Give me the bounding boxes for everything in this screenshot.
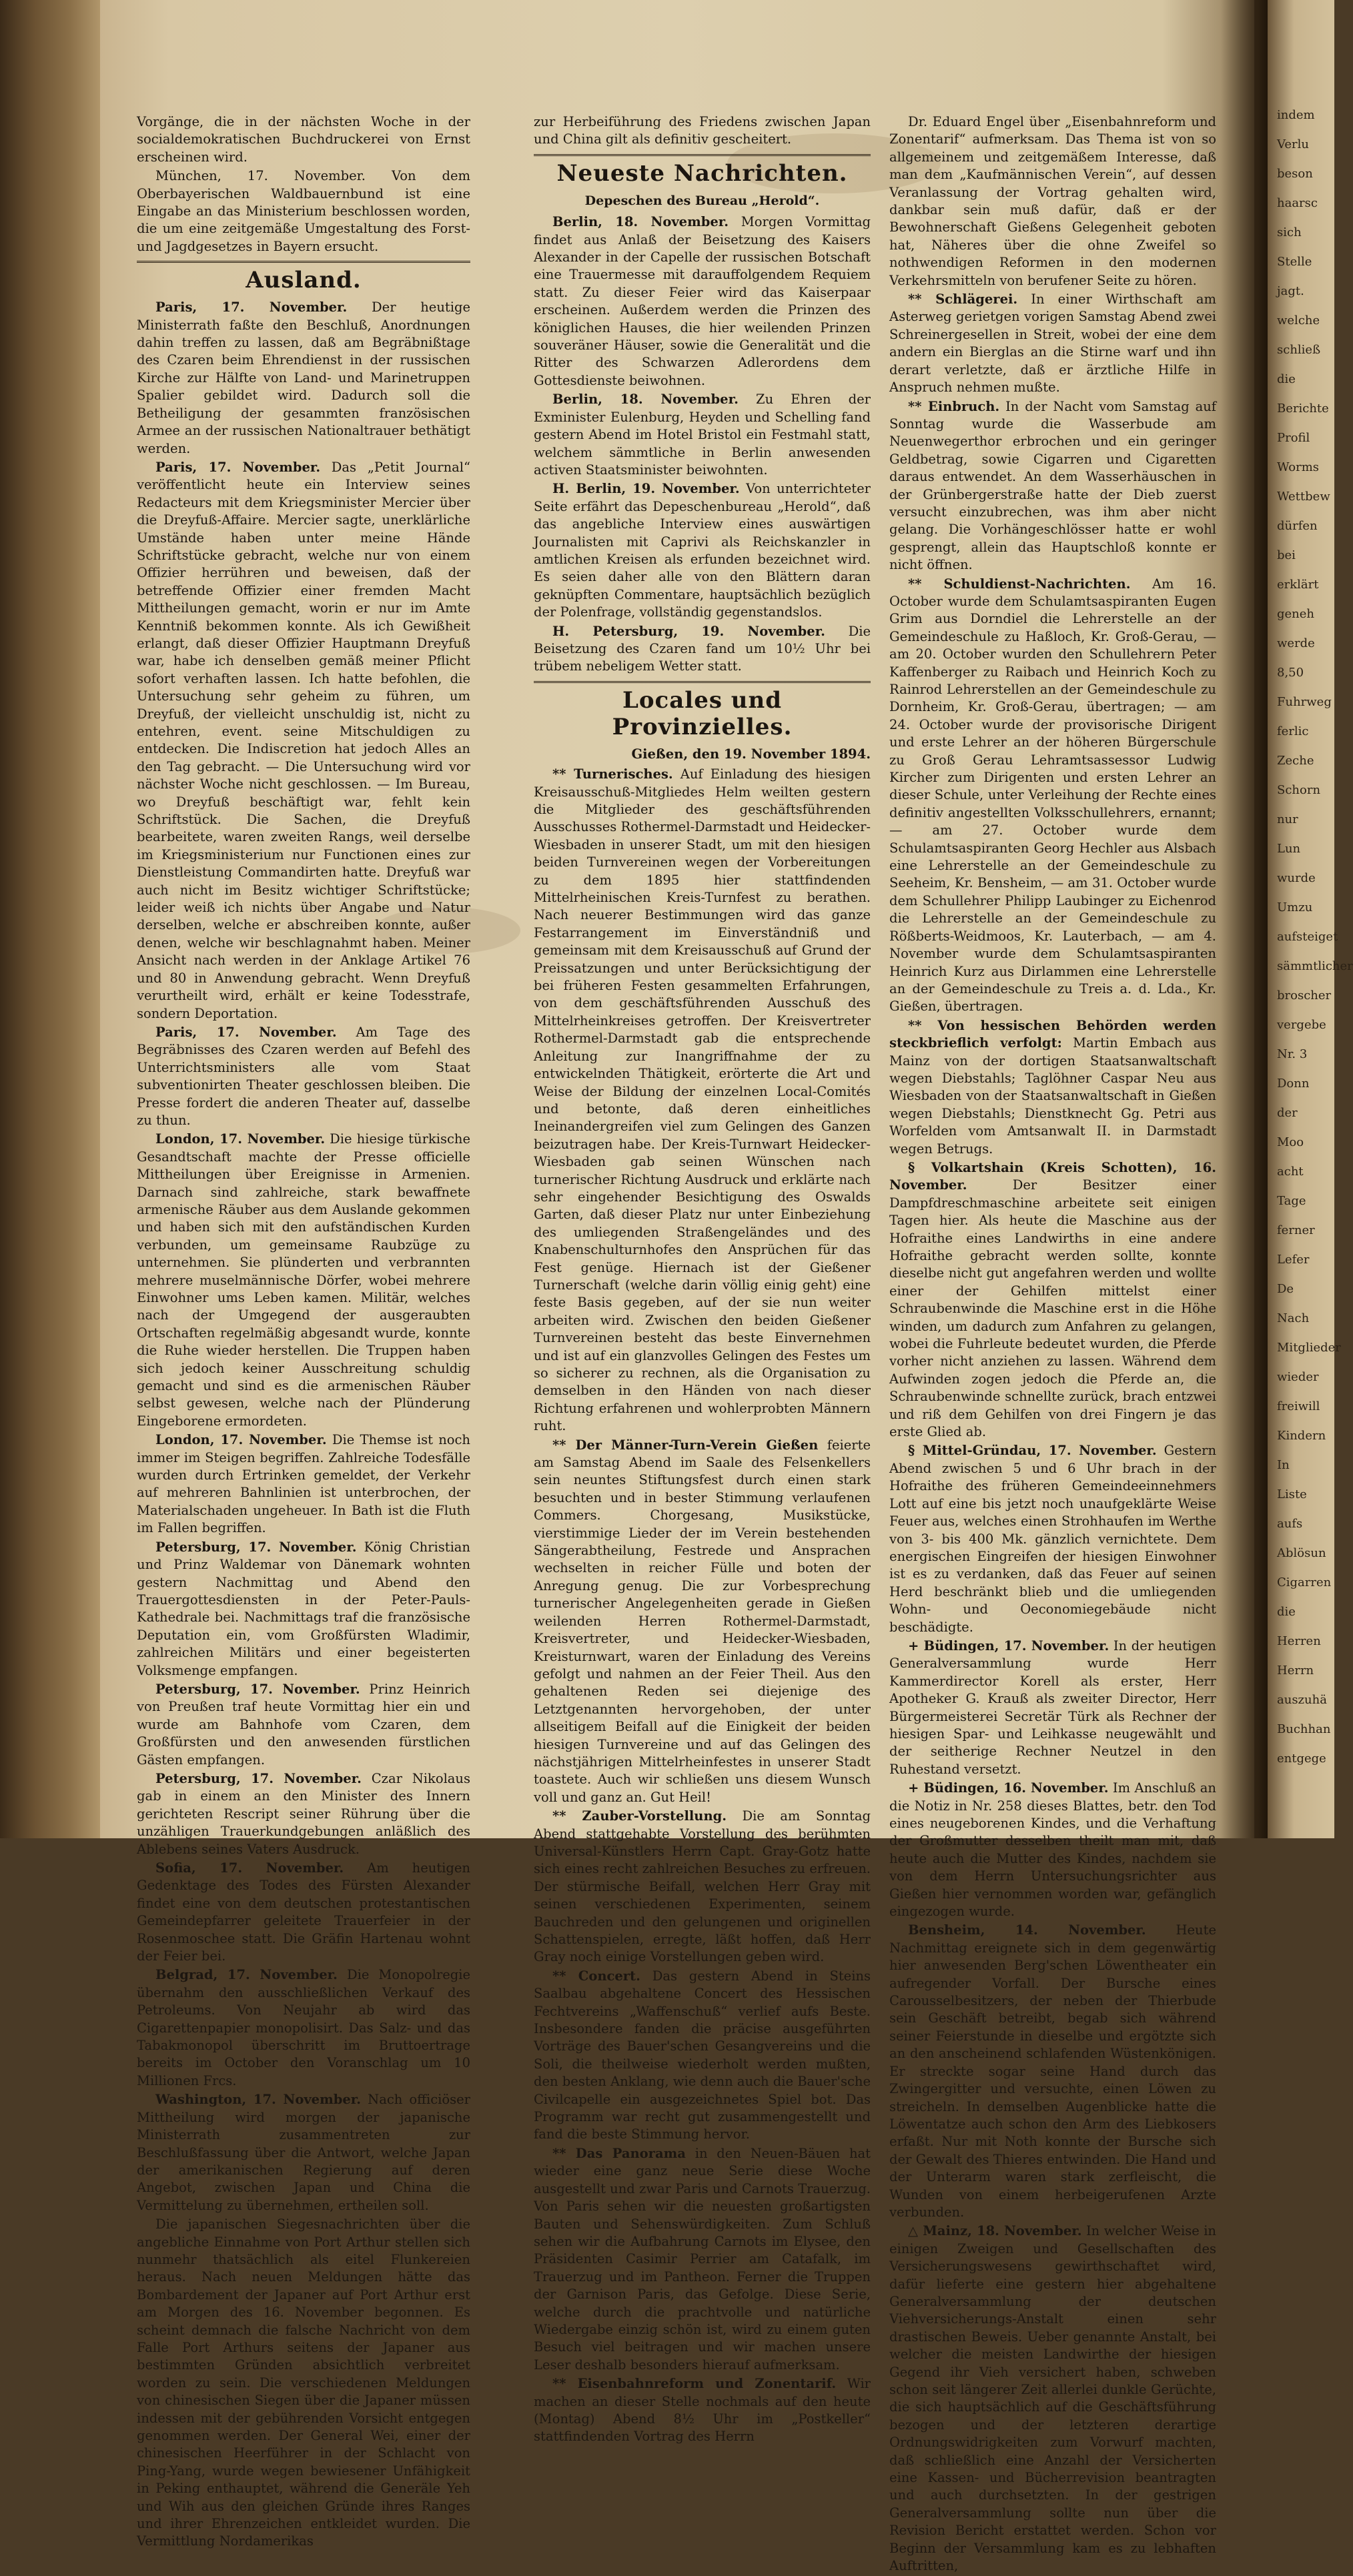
article-dateline: H. Berlin, 19. November. bbox=[552, 481, 740, 497]
section-rule bbox=[137, 261, 470, 263]
article-paragraph bbox=[137, 2216, 470, 2551]
next-page-fragment: Liste bbox=[1277, 1487, 1307, 1501]
article-paragraph bbox=[534, 1808, 871, 1966]
article-text: Dr. Eduard Engel über „Eisenbahnreform und Zonentarif“ aufmerksam. Das Thema ist von so allgemeinem und zeitgemäßem Interesse, daß man dem „Kaufmännischen Verein“, auf dessen Veranlassung der Vortrag gehalten wird, dankbar sein muß dafür, daß er der Bewohnerschaft Gießens Gelegenheit geboten hat, Näheres über die ohne Zweifel so nothwendigen Reformen in den modernen Verkehrsmitteln von berufener Seite zu hören. bbox=[889, 114, 1216, 288]
article-text: feierte am Samstag Abend im Saale des Felsenkellers sein neuntes Stiftungsfest durch einen stark besuchten und in bester Stimmung verlaufenen Commers. Chorgesang, Musikstücke, vierstimmige Lieder der im Verein bestehenden Sängerabtheilung, Festrede und Ansprachen wechselten in reicher Fülle und boten der Anregung genug. Die zur Vorbesprechung turnerischer Angelegenheiten gerade in Gießen weilenden Herren Rothermel-Darmstadt, Kreisvertreter, und Heidecker-Wiesbaden, Kreisturnwart, waren der Einladung des Vereins gefolgt und nahmen an der Feier Theil. Aus den gehaltenen Reden sei diejenige des Letztgenannten hervorgehoben, der unter allseitigem Beifall auf die Einigkeit der beiden hiesigen Turnvereine und auf das Gelingen des nächstjährigen Mittelrheinfestes in unserer Stadt toastete. Auch wir schließen uns diesem Wunsch voll und ganz an. Gut Heil! bbox=[534, 1437, 871, 1805]
article-dateline: H. Petersburg, 19. November. bbox=[552, 623, 825, 639]
article-dateline: Bensheim, 14. November. bbox=[908, 1922, 1146, 1938]
next-page-fragment: aufs bbox=[1277, 1517, 1303, 1531]
article-paragraph bbox=[889, 1638, 1216, 1778]
article-text: Gestern Abend zwischen 5 und 6 Uhr brach in der Hofraithe des früheren Gemeindeeinnehmers Lott auf eine bis jetzt noch unaufgeklärte Weise Feuer aus, welches einen Strohhaufen im Werthe von 3- bis 400 Mk. gänzlich vernichtete. Dem energischen Eingreifen der hiesigen Einwohner ist es zu verdanken, daß das Feuer auf seinen Herd beschränkt blieb und die umliegenden Wohn- und Oeconomiegebäude nicht beschädigte. bbox=[889, 1443, 1217, 1635]
next-page-fragment: Nr. 3 bbox=[1277, 1047, 1308, 1061]
article-text: Das gestern Abend in Steins Saalbau abgehaltene Concert des Hessischen Fechtvereins „Waffenschuß“ verlief aufs Beste. Insbesondere fanden die präcise ausgeführten Vorträge des Bauer'schen Gesangvereins und die Soli, die theilweise wiederholt werden mußten, den besten Anklang, wie denn auch die Bauer'sche Civilcapelle ein ausgezeichnetes Spiel bot. Das Programm war recht gut zusammengestellt und fand die beste Stimmung hervor. bbox=[534, 1968, 871, 2142]
article-text: Die Beisetzung des Czaren fand um 10½ Uhr bei trübem nebeligem Wetter statt. bbox=[534, 623, 871, 674]
article-dateline: + Büdingen, 16. November. bbox=[908, 1780, 1109, 1796]
article-dateline: ** Der Männer-Turn-Verein Gießen bbox=[552, 1437, 819, 1453]
article-paragraph bbox=[534, 213, 871, 390]
article-text: Auf Einladung des hiesigen Kreisausschuß-Mitgliedes Helm weilten gestern die Mitglieder des geschäftsführenden Ausschusses Rothermel-Darmstadt und Heidecker-Wiesbaden in unserer Stadt, um mit den hiesigen beiden Turnvereinen wegen der Vorbereitungen zu dem 1895 hier stattfindenden Mittelrheinischen Kreis-Turnfest zu berathen. Nach neuerer Bestimmungen wird das ganze Festarrangement im Einverständniß und gemeinsam mit dem Kreisausschuß auf Grund der Preissatzungen und unter Berücksichtigung der bei früheren Festen gesammelten Erfahrungen, von dem geschäftsführenden Ausschuß des Mittelrheinkreises getroffen. Der Kreisvertreter Rothermel-Darmstadt gab die entsprechende Anleitung zur Inangriffnahme der zu entwickelnden Thätigkeit, erörterte die Art und Weise der Bildung der einzelnen Local-Comités und betonte, daß deren einheitliches Ineinandergreifen viel zum Gelingen des Ganzen beizutragen habe. Der Kreis-Turnwart Heidecker-Wiesbaden gab seinen Wünschen nach turnerischer Richtung Ausdruck und erklärte nach sehr eingehender Besichtigung des Oswalds Garten, daß dieser Platz nur unter Einbeziehung des umliegenden Straßengeländes und des Knabenschulturnhofes den Ansprüchen für das Fest genüge. Hiernach ist der Gießener Turnerschaft (welche darin völlig einig geht) eine feste Basis gegeben, auf der sie nun weiter arbeiten wird. Zwischen den beiden Gießener Turnvereinen besteht das beste Einvernehmen und ist auf ein glanzvolles Gelingen des Festes um so sicherer zu rechnen, als die Organisation zu demselben in den Händen von nach dieser Richtung erfahrenen und wohlerprobten Männern ruht. bbox=[534, 766, 871, 1434]
article-dateline: ** Von hessischen Behörden werden steckbrieflich verfolgt: bbox=[889, 1017, 1216, 1051]
article-paragraph bbox=[534, 766, 871, 1435]
article-text: In welcher Weise in einigen Zweigen und Gesellschaften des Versicherungswesens gewirthschaftet wird, dafür lieferte eine gestern hier abgehaltene Generalversammlung der deutschen Viehversicherungs-Anstalt einen sehr drastischen Beweis. Ueber genannte Anstalt, bei welcher die meisten Landwirthe der hiesigen Gegend ihr Vieh versichert haben, schweben schon seit längerer Zeit allerlei dunkle Gerüchte, die sich hauptsächlich auf die Geschäftsführung bezogen und der letzteren derartige Ordnungswidrigkeiten zum Vorwurf machten, daß schließlich eine Anzahl der Versicherten eine Kassen- und Bücherrevision beantragten und auch durchsetzten. In der gestrigen Generalversammlung sollte nun über die Revision Bericht erstattet werden. Schon vor Beginn der Versammlung kam es zu lebhaften Auftritten, bbox=[889, 2223, 1216, 2574]
article-dateline: ** Schlägerei. bbox=[908, 291, 1018, 307]
local-articles bbox=[534, 766, 871, 2446]
article-text: Die japanischen Siegesnachrichten über die angebliche Einnahme von Port Arthur stellen sich nunmehr thatsächlich als eitel Flunkereien heraus. Nach neuen Meldungen hätte das Bombardement der Japaner auf Port Arthur erst am Morgen des 16. November begonnen. Es scheint demnach die falsche Nachricht von dem Falle Port Arthurs seitens der Japaner aus bestimmten Gründen absichtlich verbreitet worden zu sein. Die verschiedenen Meldungen von chinesischen Siegen über die Japaner müssen indessen mit der gebührenden Vorsicht entgegen genommen werden. Der General Wei, einer der chinesischen Heerführer in der Schlacht von Ping-Yang, wurde wegen bewiesener Unfähigkeit in Peking enthauptet, während die Generäle Yeh und Wih aus den gleichen Gründe ihres Ranges und ihrer Ehrenzeichen entkleidet wurden. Die Vermittlung Nordamerikas bbox=[137, 2216, 470, 2549]
intro-paragraph: München, 17. November. Von dem Oberbayerischen Waldbauernbund ist eine Eingabe an das Ministerium beschlossen worden, die um eine zeitgemäße Umgestaltung des Forst- und Jagdgesetzes in Bayern ersucht. bbox=[137, 168, 470, 254]
article-paragraph bbox=[137, 459, 470, 1023]
article-paragraph bbox=[534, 1968, 871, 2144]
article-paragraph bbox=[889, 576, 1216, 1016]
article-paragraph bbox=[137, 1860, 470, 1965]
next-page-fragment: Nach bbox=[1277, 1311, 1310, 1325]
next-page-fragment: auszuhä bbox=[1277, 1693, 1327, 1707]
next-page-fragment: sämmtlicher bbox=[1277, 959, 1353, 973]
next-page-fragment: Donn bbox=[1277, 1077, 1310, 1091]
next-page-fragment: Wettbew bbox=[1277, 490, 1330, 504]
next-page-fragment: Berichte bbox=[1277, 402, 1329, 416]
next-page-fragment: Ablösun bbox=[1277, 1546, 1326, 1560]
next-page-fragment: broscher bbox=[1277, 989, 1332, 1003]
column-left bbox=[137, 113, 470, 2552]
next-page-fragment: bei bbox=[1277, 548, 1296, 562]
next-page-fragment: Lefer bbox=[1277, 1253, 1310, 1267]
article-dateline: Washington, 17. November. bbox=[155, 2092, 362, 2108]
column-right bbox=[889, 113, 1216, 2576]
article-text: Der Besitzer einer Dampfdreschmaschine arbeitete seit einigen Tagen hier. Als heute die Maschine aus der Hofraithe eines Landwirths in eine andere Hofraithe gebracht werden sollte, konnte dieselbe nicht gut angefahren werden und wollte einer der Gehilfen mittelst einer Schraubenwinde die Maschine erst in die Höhe winden, um dadurch zum Anfahren zu gelangen, wobei die Fuhrleute bedeutet wurden, die Pferde vorher nicht anziehen zu lassen. Während dem Aufwinden zogen jedoch die Pferde an, die Schraubenwinde schnellte zurück, brach entzwei und riß dem Gehilfen von drei Fingern je das erste Glied ab. bbox=[889, 1177, 1216, 1440]
next-page-fragment: Verlu bbox=[1277, 137, 1309, 151]
page-gutter bbox=[1221, 0, 1268, 1838]
next-page-fragment: welche bbox=[1277, 313, 1320, 328]
next-page-fragment: Worms bbox=[1277, 460, 1320, 474]
ausland-articles bbox=[137, 299, 470, 2551]
next-page-fragment: Tage bbox=[1277, 1194, 1306, 1208]
next-page-fragment: nur bbox=[1277, 812, 1298, 826]
next-page-fragment: geneh bbox=[1277, 607, 1315, 621]
next-page-fragment: aufsteiget bbox=[1277, 930, 1338, 944]
next-page-fragment: Fuhrweg bbox=[1277, 695, 1332, 709]
next-page-fragment: jagt. bbox=[1277, 284, 1304, 298]
article-paragraph bbox=[889, 1922, 1216, 2221]
article-text: König Christian und Prinz Waldemar von Dänemark wohnten gestern Nachmittag und Abend den Trauergottesdiensten in der Peter-Pauls-Kathedrale bei. Nachmittags traf die französische Deputation ein, vom Großfürsten Wladimir, zahlreichen Militärs und einer begeisterten Volksmenge empfangen. bbox=[137, 1539, 470, 1678]
article-paragraph bbox=[137, 1431, 470, 1537]
next-page-fragment: Lun bbox=[1277, 842, 1301, 856]
local-articles-continued bbox=[889, 113, 1216, 2575]
next-page-fragment: Zeche bbox=[1277, 754, 1314, 768]
article-text: Wir machen an dieser Stelle nochmals auf den heute (Montag) Abend 8½ Uhr im „Postkeller“ stattfindenden Vortrag des Herrn bbox=[534, 2376, 871, 2445]
article-dateline: Paris, 17. November. bbox=[155, 1024, 337, 1040]
next-page-fragment: freiwill bbox=[1277, 1399, 1320, 1413]
next-page-edge bbox=[1268, 0, 1353, 1838]
next-page-fragment: Kindern bbox=[1277, 1429, 1326, 1443]
article-paragraph bbox=[137, 2091, 470, 2214]
next-page-fragment: Herren bbox=[1277, 1634, 1321, 1648]
article-text: Am 16. October wurde dem Schulamtsaspiranten Eugen Grim aus Dorndiel die Lehrerstelle an der Gemeindeschule zu Haßloch, Kr. Groß-Gerau, — am 20. October wurden den Schullehrern Peter Kaffenberger zu Raibach und Heinrich Koch zu Rainrod Lehrerstellen an der Gemeindeschule zu Dornheim, Kr. Groß-Gerau, übertragen; — am 24. October wurde der provisorische Dirigent und erste Lehrer an der höheren Bürgerschule zu Groß Gerau Lehramtsassessor Ludwig Kircher zum Dirigenten und ersten Lehrer an dieser Schule, unter Verleihung der Rechte eines definitiv angestellten Volksschullehrers, ernannt; — am 27. October wurde dem Schulamtsaspiranten Georg Hechler aus Alsbach eine Lehrerstelle an der Gemeindeschule zu Seeheim, Kr. Bensheim, — am 31. October wurde dem Schullehrer Philipp Laubinger zu Eichenrod die Lehrerstelle an der Gemeindeschule zu Rößberts-Weidmoos, Kr. Lauterbach, — am 4. November wurde dem Schulamtsaspiranten Heinrich Kurz aus Dirlammen eine Lehrerstelle an der Gemeindeschule zu Treis a. d. Lda., Kr. Gießen, übertragen. bbox=[889, 576, 1217, 1015]
column-middle bbox=[534, 113, 871, 2447]
next-page-fragment: ferner bbox=[1277, 1223, 1315, 1237]
article-paragraph bbox=[889, 1017, 1216, 1158]
article-text: Die Monopolregie übernahm den ausschließlichen Verkauf des Petroleums. Von Neujahr ab wird das Cigarettenpapier monopolisirt. Das Salz- und das Tabakmonopol überschritt im Bruttoertrage bereits im October den Voranschlag um 10 Millionen Frcs. bbox=[137, 1967, 470, 2088]
article-paragraph bbox=[137, 1770, 470, 1858]
next-page-fragment: indem bbox=[1277, 108, 1315, 122]
section-rule bbox=[534, 154, 871, 156]
news-articles bbox=[534, 213, 871, 676]
next-page-fragment: Schorn bbox=[1277, 783, 1321, 797]
article-text: in den Neuen-Bäuen hat wieder eine ganz neue Serie diese Woche ausgestellt und zwar Paris und Carnots Trauerzug. Von Paris sehen wir die neuesten großartigsten Bauten und Sehenswürdigkeiten. Zum Schluß sehen wir die Aufbahrung Carnots im Elysee, den Präsidenten Casimir Perrier am Catafalk, im Trauerzug und im Pantheon. Ferner die Truppen der Garnison Paris, das Gefolge. Diese Serie, welche durch die prachtvolle und natürliche Wiedergabe einzig schön ist, wird zu einem guten Besuch viel beitragen und wir machen unsere Leser deshalb besonders hierauf aufmerksam. bbox=[534, 2145, 871, 2373]
article-paragraph bbox=[889, 113, 1216, 289]
next-page-fragment: Profil bbox=[1277, 431, 1310, 445]
next-page-fragment: ferlic bbox=[1277, 724, 1309, 738]
next-page-fragment: die bbox=[1277, 372, 1296, 386]
article-dateline: ** Concert. bbox=[552, 1968, 640, 1984]
article-dateline: Sofia, 17. November. bbox=[155, 1860, 344, 1876]
subheading-depeschen: Depeschen des Bureau „Herold“. bbox=[584, 193, 820, 208]
next-page-fragment: Herrn bbox=[1277, 1664, 1314, 1678]
article-dateline: Petersburg, 17. November. bbox=[155, 1539, 357, 1555]
next-page-fragment: haarsc bbox=[1277, 196, 1318, 210]
article-dateline: Berlin, 18. November. bbox=[552, 214, 729, 230]
next-page-fragment: sich bbox=[1277, 225, 1302, 239]
dateline: Gießen, den 19. November 1894. bbox=[631, 746, 871, 762]
article-paragraph bbox=[137, 1024, 470, 1129]
article-paragraph bbox=[534, 480, 871, 621]
article-text: Im Anschluß an die Notiz in Nr. 258 dieses Blattes, betr. den Tod eines neugeborenen Kindes, und die Verhaftung der Großmutter desselben theilt man mit, daß heute auch die Mutter des Kindes, nachdem sie von dem Herrn Untersuchungsrichter aus Gießen hier vernommen worden war, gefänglich eingezogen wurde. bbox=[889, 1780, 1216, 1920]
section-rule bbox=[534, 681, 871, 683]
next-page-fragment: Cigarren bbox=[1277, 1575, 1332, 1589]
article-dateline: Petersburg, 17. November. bbox=[155, 1770, 362, 1786]
article-paragraph bbox=[534, 623, 871, 676]
article-paragraph bbox=[889, 2222, 1216, 2575]
article-text: Das „Petit Journal“ veröffentlicht heute ein Interview seines Redacteurs mit dem Kriegsminister Mercier über die Dreyfuß-Affaire. Mercier sagte, unerklärliche Umstände haben unter meine Hände Schriftstücke gebracht, welche nur von einem Offizier herrühren und beweisen, daß der betreffende Offizier einer fremden Macht Mittheilungen gemacht, worin er nur im Amte Kenntniß bekommen konnte. Als ich Gewißheit erlangt, daß dieser Offizier Hauptmann Dreyfuß war, habe ich denselben gemäß meiner Pflicht sofort verhaften lassen. Ich hatte befohlen, die Untersuchung sehr geheim zu führen, um Dreyfuß, der vielleicht unschuldig ist, nicht zu entehren, event. seine Mitschuldigen zu entdecken. Die Indiscretion hat jedoch Alles an den Tag gebracht. — Die Untersuchung wird vor nächster Woche nicht geschlossen. — Im Bureau, wo Dreyfuß beschäftigt war, fehlt kein Schriftstück. Die Sachen, die Dreyfuß bearbeitete, waren zweiten Rangs, weil derselbe im Kriegsministerium nur Functionen eines zur Dienstleistung Commandirten hatte. Dreyfuß war auch nicht im Besitz wichtiger Schriftstücke; leider weiß ich nichts über Angabe und Natur derselben, welche er abschreiben konnte, außer denen, welche wir beschlagnahmt haben. Meiner Ansicht nach werden in der Anklage Artikel 76 und 80 in Anwendung gebracht. Wenn Dreyfuß verurtheilt wird, erhält er keine Todesstrafe, sondern Deportation. bbox=[137, 459, 470, 1021]
article-paragraph bbox=[889, 1442, 1216, 1636]
article-dateline: Paris, 17. November. bbox=[155, 459, 321, 475]
article-dateline: § Volkartshain (Kreis Schotten), 16. November. bbox=[889, 1159, 1216, 1193]
article-dateline: Paris, 17. November. bbox=[155, 299, 348, 315]
next-page-fragment: werde bbox=[1277, 636, 1315, 650]
article-text: Die hiesige türkische Gesandtschaft machte der Presse officielle Mittheilungen über Ereignisse in Armenien. Darnach sind zahlreiche, stark bewaffnete armenische Räuber aus dem Auslande gekommen und haben sich mit den aufständischen Kurden verbunden, um gemeinsame Raubzüge zu unternehmen. Sie plünderten und verbrannten mehrere muselmännische Dörfer, wobei mehrere Einwohner ums Leben kamen. Militär, welches nach der Umgegend der ausgeraubten Ortschaften regelmäßig abgesandt wurde, konnte die Ruhe wieder herstellen. Die Truppen haben sich jedoch keiner Ausschreitung schuldig gemacht und sind es die armenischen Räuber selbst gewesen, welche nach der Plünderung Eingeborene ermordeten. bbox=[137, 1131, 470, 1429]
article-text: Der heutige Ministerrath faßte den Beschluß, Anordnungen dahin treffen zu lassen, daß am Begräbnißtage des Czaren beim Ehrendienst in der russischen Kirche zur Hälfte von Land- und Marinetruppen Spalier gebildet wird. Dadurch soll die Betheiligung der gesammten französischen Armee an der russischen Nationaltrauer bethätigt werden. bbox=[137, 299, 471, 456]
article-dateline: London, 17. November. bbox=[155, 1432, 327, 1448]
section-heading-neueste-nachrichten: Neueste Nachrichten. bbox=[556, 159, 848, 187]
article-paragraph bbox=[137, 1681, 470, 1769]
article-text: Zu Ehren der Exminister Eulenburg, Heyden und Schelling fand gestern Abend im Hotel Bristol ein Festmahl statt, welchem sämmtliche in Berlin anwesenden activen Staatsminister beiwohnten. bbox=[534, 392, 871, 478]
article-paragraph bbox=[137, 1966, 470, 2090]
next-page-fragment: vergebe bbox=[1277, 1018, 1326, 1032]
next-page-fragment: Stelle bbox=[1277, 255, 1312, 269]
article-text: Die am Sonntag Abend stattgehabte Vorstellung des berühmten Universal-Künstlers Herrn Capt. Gray-Gotz hatte sich eines recht zahlreichen Besuches zu erfreuen. Der stürmische Beifall, welchen Herr Gray mit seinen verschiedenen Experimenten, seinem Bauchreden und den gelungenen und originellen Schattenspielen, erregte, läßt hoffen, daß Herr Gray noch einige Vorstellungen geben wird. bbox=[534, 1808, 871, 1965]
article-dateline: § Mittel-Gründau, 17. November. bbox=[908, 1443, 1157, 1459]
article-text: In einer Wirthschaft am Asterweg gerietgen vorigen Samstag Abend zwei Schreinergesellen in Streit, wobei der eine dem andern ein Bierglas an die Stirne warf und ihn derart verletzte, daß er ärztliche Hilfe in Anspruch nehmen mußte. bbox=[889, 291, 1216, 396]
article-dateline: + Büdingen, 17. November. bbox=[908, 1638, 1109, 1654]
next-page-fragment: Buchhan bbox=[1277, 1722, 1331, 1736]
article-paragraph bbox=[889, 291, 1216, 396]
article-dateline: ** Turnerisches. bbox=[552, 766, 673, 782]
article-dateline: Petersburg, 17. November. bbox=[155, 1681, 360, 1697]
next-page-fragment: die bbox=[1277, 1605, 1296, 1619]
article-text: Die Themse ist noch immer im Steigen begriffen. Zahlreiche Todesfälle wurden durch Ertrinken gemeldet, der Verkehr auf mehreren Bahnlinien ist unterbrochen, der Materialschaden ungeheuer. In Bath ist die Fluth im Fallen begriffen. bbox=[137, 1432, 470, 1536]
article-dateline: Berlin, 18. November. bbox=[552, 392, 739, 408]
next-page-fragment: erklärt bbox=[1277, 578, 1319, 592]
article-text: In der Nacht vom Samstag auf Sonntag wurde die Wasserbude am Neuenwegerthor erbrochen und ein geringer Geldbetrag, sowie Cigarren und Cigaretten daraus entwendet. An dem Wasserhäuschen in der Grünbergerstraße hatte der Dieb zuerst versucht einzubrechen, was ihm aber nicht gelang. Die Vorhängeschlösser hatte er wohl gesprengt, allein das Hauptschloß konnte er nicht öffnen. bbox=[889, 398, 1217, 573]
article-text: In der heutigen Generalversammlung wurde Herr Kammerdirector Korell als erster, Herr Apotheker G. Krauß als zweiter Director, Herr Bürgermeisterei Secretär Türk als Rechner der hiesigen Spar- und Leihkasse neugewählt und der seitherige Rechner Neutzel in den Ruhestand versetzt. bbox=[889, 1638, 1216, 1777]
next-page-fragment: der bbox=[1277, 1106, 1298, 1120]
next-page-fragment: In bbox=[1277, 1458, 1290, 1472]
article-dateline: ** Zauber-Vorstellung. bbox=[552, 1808, 727, 1824]
article-dateline: ** Schuldienst-Nachrichten. bbox=[908, 576, 1131, 592]
next-page-fragment: beson bbox=[1277, 167, 1313, 181]
article-text: Am heutigen Gedenktage des Todes des Fürsten Alexander findet eine von dem deutschen protestantischen Gemeindepfarrer geleitete Trauerfeier in der Rosenmoschee statt. Die Gräfin Hartenau wohnt der Feier bei. bbox=[137, 1860, 470, 1964]
article-text: Nach officiöser Mittheilung wird morgen der japanische Ministerrath zusammentreten zur Beschlußfassung über die Antwort, welche Japan der amerikanischen Regierung auf deren Angebot, zwischen Japan und China die Vermittelung zu übernehmen, ertheilen soll. bbox=[137, 2092, 471, 2213]
article-dateline: ** Das Panorama bbox=[552, 2145, 686, 2161]
article-paragraph bbox=[534, 2145, 871, 2374]
next-page-fragment: wurde bbox=[1277, 871, 1316, 885]
article-text: Morgen Vormittag findet aus Anlaß der Beisetzung des Kaisers Alexander in der Capelle der russischen Botschaft eine Trauermesse mit darauffolgendem Requiem statt. Zu dieser Feier wird das Kaiserpaar erscheinen. Außerdem werden die Prinzen des königlichen Hauses, die hier weilenden Prinzen souveräner Häuser, sowie die Generalität und die Ritter des Schwarzen Adlerordens dem Gottesdienste beiwohnen. bbox=[534, 214, 871, 388]
next-page-fragment: dürfen bbox=[1277, 519, 1318, 533]
article-paragraph bbox=[534, 1437, 871, 1807]
next-page-fragment: schließ bbox=[1277, 343, 1321, 357]
article-text: Prinz Heinrich von Preußen traf heute Vormittag hier ein und wurde am Bahnhofe vom Czaren, dem Großfürsten und den anwesenden fürstlichen Gästen empfangen. bbox=[137, 1681, 470, 1768]
intro-paragraph: zur Herbeiführung des Friedens zwischen Japan und China gilt als definitiv gescheitert. bbox=[534, 114, 871, 147]
next-page-fragment: De bbox=[1277, 1282, 1294, 1296]
article-dateline: London, 17. November. bbox=[155, 1131, 326, 1147]
next-page-fragment: acht bbox=[1277, 1165, 1304, 1179]
article-dateline: ** Einbruch. bbox=[908, 398, 1000, 414]
next-page-fragment: Mitglieder bbox=[1277, 1341, 1341, 1355]
article-dateline: ** Eisenbahnreform und Zonentarif. bbox=[552, 2376, 837, 2392]
next-page-fragment: Umzu bbox=[1277, 900, 1313, 914]
article-text: Von unterrichteter Seite erfährt das Depeschenbureau „Herold“, daß das angebliche Interview eines auswärtigen Journalisten mit Caprivi als Reichskanzler in amtlichen Kreisen als erfunden bezeichnet wird. Es seien daher alle von den Blättern daran geknüpften Commentare, hauptsächlich bezüglich der Polenfrage, vollständig gegenstandslos. bbox=[534, 481, 871, 620]
article-text: Martin Embach aus Mainz von der dortigen Staatsanwaltschaft wegen Diebstahls; Taglöhner Caspar Neu aus Wiesbaden von der Staatsanwaltschaft in Gießen wegen Diebstahls; Dienstknecht Gg. Petri aus Worfelden vom Amtsanwalt II. in Darmstadt wegen Betrugs. bbox=[889, 1035, 1217, 1157]
article-dateline: △ Mainz, 18. November. bbox=[908, 2223, 1082, 2239]
article-dateline: Belgrad, 17. November. bbox=[155, 1967, 338, 1983]
book-binding bbox=[0, 0, 100, 1838]
section-heading-ausland: Ausland. bbox=[246, 267, 362, 294]
article-paragraph bbox=[889, 398, 1216, 574]
next-page-fragment: wieder bbox=[1277, 1370, 1319, 1384]
next-page-fragment: entgege bbox=[1277, 1752, 1326, 1766]
article-text: Am Tage des Begräbnisses des Czaren werden auf Befehl des Unterrichtsministers alle vom Staat subventionirten Theater geschlossen bleiben. Die Presse fordert die anderen Theater auf, dasselbe zu thun. bbox=[137, 1024, 471, 1128]
next-page-fragment: 8,50 bbox=[1277, 666, 1304, 680]
article-paragraph bbox=[889, 1780, 1216, 1920]
article-paragraph bbox=[137, 1131, 470, 1430]
article-text: Czar Nikolaus gab in einem an den Minister des Innern gerichteten Rescript seiner Rührung über die unzähligen Trauerkundgebungen anläßlich des Ablebens seines Vaters Ausdruck. bbox=[137, 1770, 470, 1857]
article-paragraph bbox=[889, 1159, 1216, 1441]
article-paragraph bbox=[534, 2375, 871, 2446]
article-paragraph bbox=[534, 391, 871, 479]
section-heading-locales: Locales und Provinzielles. bbox=[612, 686, 793, 740]
article-text: Heute Nachmittag ereignete sich in dem gegenwärtig hier anwesenden Berg'schen Löwentheater ein aufregender Vorfall. Der Bursche eines Carousselbesitzers, der neben der Thierbude sein Geschäft betreibt, begab sich während seiner Feierstunde in dieselbe und ergötzte sich an den anscheinend schlafenden Wüstenkönigen. Er streckte sogar seine Hand durch das Zwingergitter und versuchte, einen Löwen zu streicheln. In demselben Augenblicke hatte die Löwentatze auch schon den Arm des Liebkosers erfaßt. Nur mit Noth konnte der Bursche sich der Gewalt des Thieres entwinden. Die Hand und der Unterarm waren stark zerfleischt, die Wunden von einem herbeigerufenen Arzte verbunden. bbox=[889, 1922, 1216, 2220]
article-paragraph bbox=[137, 299, 470, 458]
intro-paragraph: Vorgänge, die in der nächsten Woche in der socialdemokratischen Buchdruckerei von Ernst erscheinen wird. bbox=[137, 114, 470, 165]
next-page-fragment: Moo bbox=[1277, 1135, 1304, 1149]
article-paragraph bbox=[137, 1539, 470, 1680]
